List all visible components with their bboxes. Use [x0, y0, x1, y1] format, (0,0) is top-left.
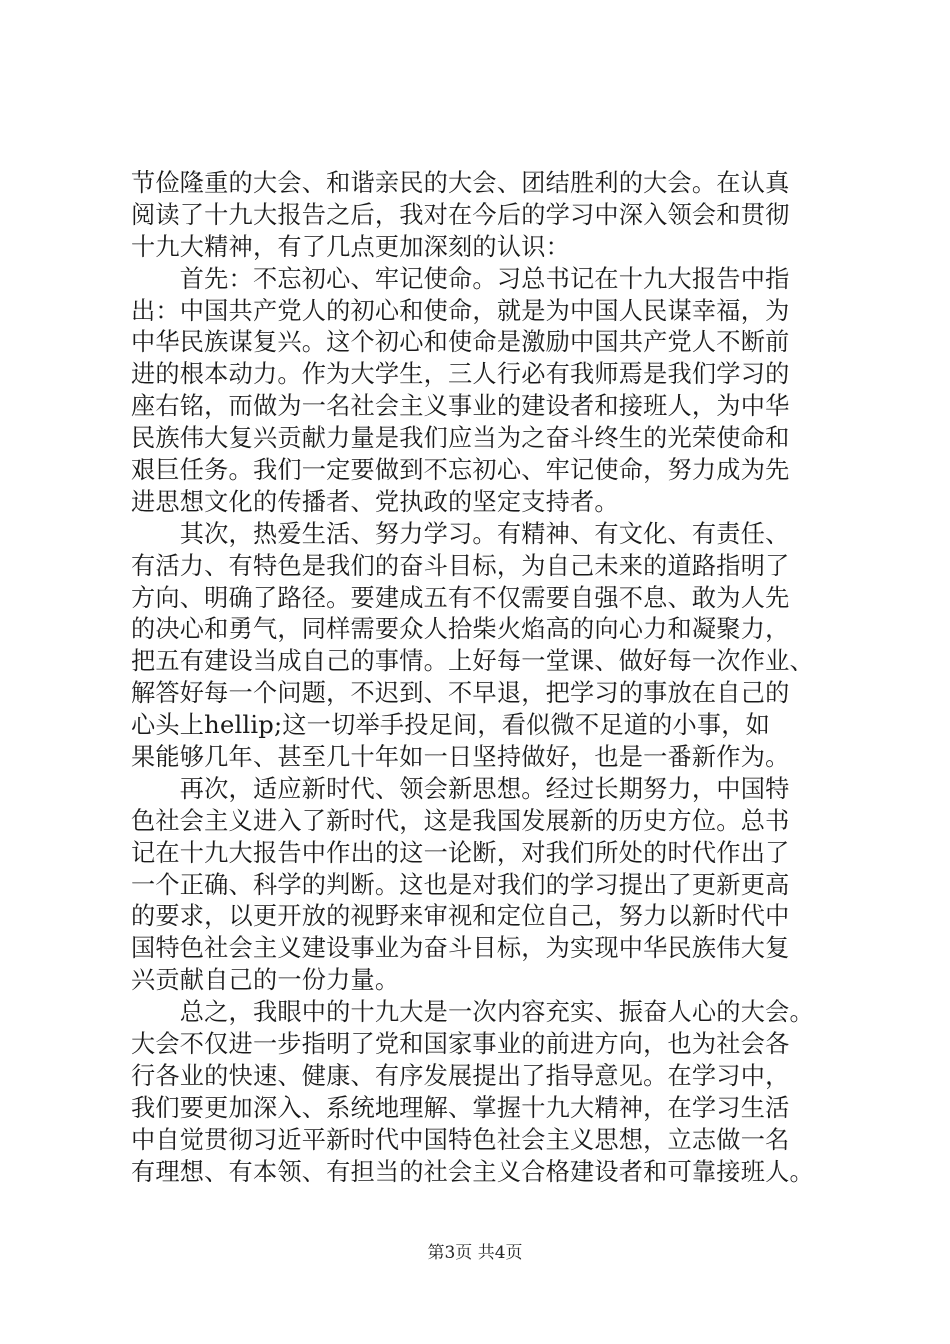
text-line: 民族伟大复兴贡献力量是我们应当为之奋斗终生的光荣使命和: [131, 424, 790, 453]
page-footer: 第3页 共4页: [427, 1243, 523, 1263]
text-line: 艰巨任务。我们一定要做到不忘初心、牢记使命，努力成为先: [131, 456, 790, 485]
text-line: 节俭隆重的大会、和谐亲民的大会、团结胜利的大会。在认真: [131, 169, 790, 197]
text-line: 其次，热爱生活、努力学习。有精神、有文化、有责任、: [131, 519, 790, 548]
text-line: 解答好每一个问题，不迟到、不早退，把学习的事放在自己的: [131, 679, 790, 708]
text-line: 的决心和勇气，同样需要众人拾柴火焰高的向心力和凝聚力，: [131, 615, 790, 644]
text-line: 有理想、有本领、有担当的社会主义合格建设者和可靠接班人。: [131, 1157, 814, 1186]
text-line: 进的根本动力。作为大学生，三人行必有我师焉是我们学习的: [131, 360, 790, 389]
text-line: 果能够几年、甚至几十年如一日坚持做好，也是一番新作为。: [131, 743, 790, 772]
text-line: 再次，适应新时代、领会新思想。经过长期努力，中国特: [131, 774, 790, 803]
text-line: 我们要更加深入、系统地理解、掌握十九大精神，在学习生活: [131, 1093, 790, 1122]
text-line: 出：中国共产党人的初心和使命，就是为中国人民谋幸福，为: [131, 296, 790, 325]
body-text: [131, 168, 821, 1189]
text-line: 色社会主义进入了新时代，这是我国发展新的历史方位。总书: [131, 806, 790, 835]
text-line: 一个正确、科学的判断。这也是对我们的学习提出了更新更高: [131, 870, 790, 899]
text-line: 的要求，以更开放的视野来审视和定位自己，努力以新时代中: [131, 902, 790, 931]
text-line: 国特色社会主义建设事业为奋斗目标，为实现中华民族伟大复: [131, 934, 790, 963]
text-line: 方向、明确了路径。要建成五有不仅需要自强不息、敢为人先: [131, 583, 790, 612]
text-line: 十九大精神，有了几点更加深刻的认识：: [131, 232, 570, 261]
text-line: 阅读了十九大报告之后，我对在今后的学习中深入领会和贯彻: [131, 200, 790, 229]
text-line: 首先：不忘初心、牢记使命。习总书记在十九大报告中指: [131, 264, 790, 293]
text-line: 有活力、有特色是我们的奋斗目标，为自己未来的道路指明了: [131, 551, 790, 580]
text-line: 记在十九大报告中作出的这一论断，对我们所处的时代作出了: [131, 838, 790, 867]
text-line: 中华民族谋复兴。这个初心和使命是激励中国共产党人不断前: [131, 328, 790, 357]
text-line: 座右铭，而做为一名社会主义事业的建设者和接班人，为中华: [131, 392, 790, 421]
text-line: 大会不仅进一步指明了党和国家事业的前进方向，也为社会各: [131, 1030, 790, 1059]
text-line: 心头上hellip;这一切举手投足间，看似微不足道的小事，如: [131, 711, 771, 740]
text-line: 总之，我眼中的十九大是一次内容充实、振奋人心的大会。: [131, 998, 814, 1027]
text-line: 进思想文化的传播者、党执政的坚定支持者。: [131, 487, 619, 516]
text-line: 把五有建设当成自己的事情。上好每一堂课、做好每一次作业、: [131, 647, 814, 676]
text-line: 行各业的快速、健康、有序发展提出了指导意见。在学习中，: [131, 1061, 790, 1090]
text-line: 兴贡献自己的一份力量。: [131, 966, 400, 995]
text-line: 中自觉贯彻习近平新时代中国特色社会主义思想，立志做一名: [131, 1125, 790, 1154]
